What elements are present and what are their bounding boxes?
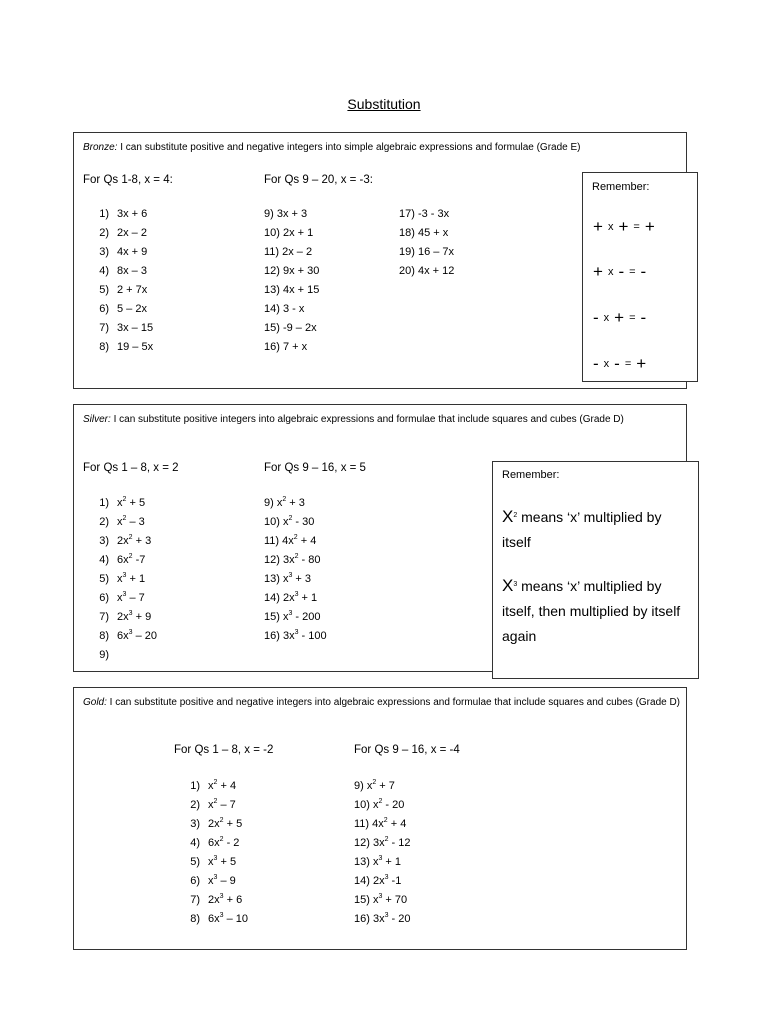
question-expression: 5 – 2x <box>117 303 147 315</box>
bronze-header-1: For Qs 1-8, x = 4: <box>83 174 173 186</box>
gold-description-text: I can substitute positive and negative integers into algebraic expressions and formulae that include squares and cubes (Grade D) <box>106 697 681 708</box>
question-row: 4) $6x^2$ -7 <box>99 553 146 566</box>
question-number: 3) <box>99 246 109 258</box>
question-row: 4) $6x^2 - 2$ <box>190 836 240 849</box>
sign-rule-row: + x - = - <box>593 262 647 281</box>
question-row: 3) $2x^2 + 5$ <box>190 817 243 830</box>
gold-questions-col1 <box>174 777 248 929</box>
bronze-label: Bronze: <box>83 142 118 153</box>
question-row: 9) $x^2 + 7$ <box>354 779 395 792</box>
question-number: 6) <box>99 303 109 315</box>
sign-rule-row: + x + = + <box>593 217 655 236</box>
question-number: 1) <box>99 208 109 220</box>
gold-section <box>73 687 687 950</box>
question-row: 5) $x^3 + 5$ <box>190 855 237 868</box>
question-row: 14) $2x^3 + 1$ <box>264 591 318 604</box>
silver-header-1: For Qs 1 – 8, x = 2 <box>83 462 179 474</box>
question-row <box>83 338 153 357</box>
question-row: 3) $2x^2 + 3$ <box>99 534 152 547</box>
question-row: 16) $3x^3 - 100$ <box>264 629 327 642</box>
gold-label: Gold: <box>83 697 107 708</box>
question-row: 11) $4x^2 + 4$ <box>354 817 407 830</box>
question-row: 20) 4x + 12 <box>399 265 455 277</box>
question-row: 16) $3x^3 - 20$ <box>354 912 411 925</box>
question-row: 19) 16 – 7x <box>399 246 455 258</box>
question-expression: 19 – 5x <box>117 341 154 353</box>
question-row: 15) $x^3 - 200$ <box>264 610 321 623</box>
bronze-header-2: For Qs 9 – 20, x = -3: <box>264 174 373 186</box>
silver-header-2: For Qs 9 – 16, x = 5 <box>264 462 366 474</box>
question-row: 14) $2x^3$ -1 <box>354 874 402 887</box>
question-row: 9) $x^2 + 3$ <box>264 496 305 509</box>
silver-label: Silver: <box>83 414 111 425</box>
question-row: 15) $x^3 + 70$ <box>354 893 408 906</box>
question-row <box>83 262 153 281</box>
question-row: 8) $6x^3 - 10$ <box>190 912 248 925</box>
bronze-remember-box <box>582 172 698 382</box>
gold-header-2: For Qs 9 – 16, x = -4 <box>354 744 460 756</box>
sign-rule-row: - x + = - <box>593 308 647 327</box>
question-expression: 3x – 15 <box>117 322 154 334</box>
question-row: 9) 3x + 3 <box>264 208 308 220</box>
remember-title: Remember: <box>502 469 560 481</box>
question-row: 5) $x^3 + 1$ <box>99 572 146 585</box>
question-row: 13) 4x + 15 <box>264 284 320 296</box>
silver-remember-box <box>492 461 699 679</box>
bronze-description <box>83 139 683 157</box>
question-number: 5) <box>99 284 109 296</box>
question-row <box>83 205 153 224</box>
question-row: 14) 3 - x <box>264 303 305 315</box>
question-row: 13) $x^3 + 1$ <box>354 855 402 868</box>
question-expression: 2 + 7x <box>117 284 148 296</box>
question-row: 12) $3x^2 - 80$ <box>264 553 321 566</box>
question-row <box>83 281 153 300</box>
question-row <box>83 224 153 243</box>
silver-description <box>83 411 683 429</box>
question-row <box>83 300 153 319</box>
question-row <box>83 319 153 338</box>
cube-rule-text: $X^3$ means ‘x’ multiplied by itself, then multiplied by itself again <box>502 576 681 644</box>
bronze-description-text: I can substitute positive and negative integers into simple algebraic expressions and formulae (Grade E) <box>117 142 581 153</box>
question-number: 4) <box>99 265 109 277</box>
question-number: 7) <box>99 322 109 334</box>
silver-description-text: I can substitute positive integers into algebraic expressions and formulae that include squares and cubes (Grade D) <box>110 414 624 425</box>
question-row: 10) $x^2 - 30$ <box>264 515 315 528</box>
question-row: 15) -9 – 2x <box>264 322 317 334</box>
question-row: 7) $2x^3 + 9$ <box>99 610 152 623</box>
question-expression: 3x + 6 <box>117 208 148 220</box>
gold-questions-col2 <box>354 777 411 929</box>
question-row: 6) $x^3 - 7$ <box>99 591 145 604</box>
question-row: 2) $x^2 - 7$ <box>190 798 236 811</box>
question-row: 12) $3x^2 - 12$ <box>354 836 411 849</box>
question-row <box>83 243 153 262</box>
question-row: 13) $x^3 + 3$ <box>264 572 312 585</box>
question-number: 2) <box>99 227 109 239</box>
question-expression: 4x + 9 <box>117 246 148 258</box>
page-title: Substitution <box>347 96 421 112</box>
bronze-questions-col1 <box>83 205 153 357</box>
question-row: 8) $6x^3 - 20$ <box>99 629 157 642</box>
silver-questions-col1 <box>83 494 157 665</box>
question-row: 1) $x^2 + 5$ <box>99 496 146 509</box>
bronze-questions-col3 <box>399 205 454 281</box>
bronze-questions-col2 <box>264 205 319 357</box>
gold-description <box>83 694 683 712</box>
question-number: 8) <box>99 341 109 353</box>
remember-title: Remember: <box>592 181 650 193</box>
question-row: 16) 7 + x <box>264 341 308 353</box>
question-expression: 8x – 3 <box>117 265 147 277</box>
square-rule-text: $X^2$ means ‘x’ multiplied by itself <box>502 507 662 550</box>
question-row: 11) $4x^2 + 4$ <box>264 534 317 547</box>
gold-header-1: For Qs 1 – 8, x = -2 <box>174 744 274 756</box>
question-row: 12) 9x + 30 <box>264 265 320 277</box>
question-row: 10) $x^2 - 20$ <box>354 798 405 811</box>
question-expression: 2x – 2 <box>117 227 147 239</box>
question-row: 11) 2x – 2 <box>264 246 313 258</box>
question-row: 7) $2x^3 + 6$ <box>190 893 243 906</box>
question-row: 18) 45 + x <box>399 227 449 239</box>
question-row: 1) $x^2 + 4$ <box>190 779 237 792</box>
question-row: 10) 2x + 1 <box>264 227 314 239</box>
question-row: 17) -3 - 3x <box>399 208 450 220</box>
question-row: 9) <box>99 649 109 661</box>
silver-questions-col2 <box>264 494 327 646</box>
question-row: 6) $x^3 - 9$ <box>190 874 236 887</box>
question-row: 2) $x^2 - 3$ <box>99 515 145 528</box>
sign-rule-row: - x - = + <box>593 354 647 373</box>
